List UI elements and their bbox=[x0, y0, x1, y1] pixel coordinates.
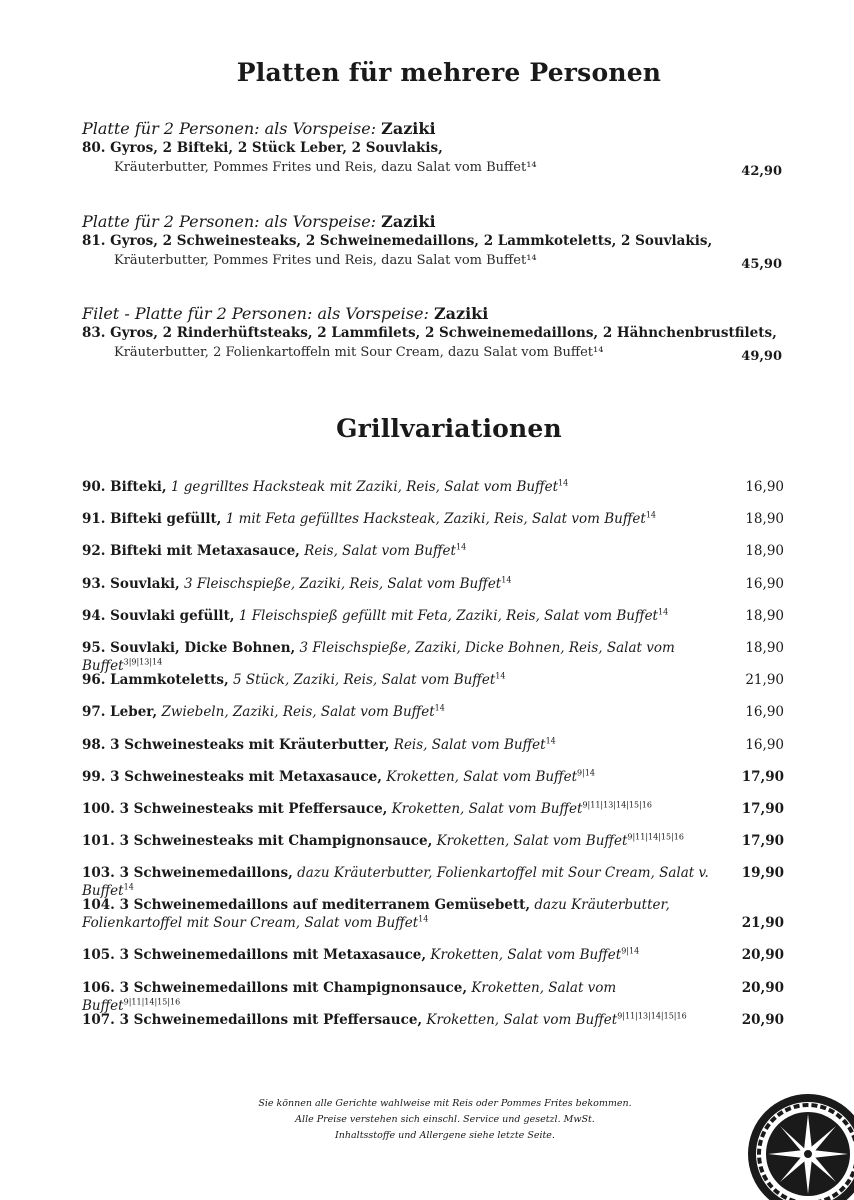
item-name: 90. Bifteki, bbox=[82, 479, 167, 495]
platter-contents: 81. Gyros, 2 Schweinesteaks, 2 Schweinemedaillons, 2 Lammkoteletts, 2 Souvlakis, bbox=[82, 233, 713, 249]
item-name: 103. 3 Schweinemedaillons, bbox=[82, 865, 293, 882]
allergen-codes: 14 bbox=[545, 736, 556, 745]
greek-key-sun-emblem-icon bbox=[734, 1092, 854, 1200]
item-name: 104. 3 Schweinemedaillons auf mediterranem Gemüsebett, bbox=[82, 897, 531, 914]
item-name: 92. Bifteki mit Metaxasauce, bbox=[82, 543, 300, 560]
platter-item bbox=[82, 303, 782, 362]
footer-line: Inhaltsstoffe und Allergene siehe letzte Seite. bbox=[335, 1130, 555, 1141]
item-description: Reis, Salat vom Buffet bbox=[304, 543, 456, 560]
allergen-codes: 9|11|13|14|15|16 bbox=[617, 1011, 687, 1021]
item-description: Kroketten, Salat vom Buffet bbox=[426, 1011, 618, 1028]
item-name: 96. Lammkoteletts, bbox=[82, 672, 229, 689]
grill-item bbox=[82, 639, 784, 674]
item-description: Reis, Salat vom Buffet bbox=[393, 736, 546, 753]
allergen-codes: 3|9|13|14 bbox=[123, 657, 163, 667]
item-price: 16,90 bbox=[745, 479, 784, 495]
item-price: 18,90 bbox=[745, 511, 784, 528]
grill-item bbox=[82, 896, 784, 946]
grill-item bbox=[82, 768, 784, 800]
item-description: 1 gegrilltes Hacksteak mit Zaziki, Reis, Salat vom Buffet bbox=[170, 479, 559, 495]
item-description: 5 Stück, Zaziki, Reis, Salat vom Buffet bbox=[232, 672, 496, 689]
allergen-codes: 9|14 bbox=[577, 768, 596, 778]
grill-item bbox=[82, 800, 784, 832]
item-name: 97. Leber, bbox=[82, 704, 158, 721]
item-price: 18,90 bbox=[745, 639, 784, 656]
grill-item bbox=[82, 832, 784, 864]
platter-intro: Platte für 2 Personen: als Vorspeise: bbox=[82, 119, 377, 138]
allergen-codes: 14 bbox=[418, 914, 429, 924]
grill-list bbox=[82, 478, 784, 1043]
footer-notes bbox=[225, 1096, 665, 1144]
allergen-codes: 9|11|13|14|15|16 bbox=[582, 800, 652, 810]
footer-line: Sie können alle Gerichte wahlweise mit Reis oder Pommes Frites bekommen. bbox=[258, 1098, 632, 1109]
item-description: 1 Fleischspieß gefüllt mit Feta, Zaziki, Reis, Salat vom Buffet bbox=[238, 607, 658, 624]
platter-sides: Kräuterbutter, Pommes Frites und Reis, dazu Salat vom Buffet¹⁴ bbox=[114, 253, 537, 268]
platter-starter: Zaziki bbox=[433, 304, 489, 323]
item-name: 91. Bifteki gefüllt, bbox=[82, 511, 222, 528]
item-price: 20,90 bbox=[741, 947, 784, 964]
item-price: 17,90 bbox=[741, 833, 784, 850]
allergen-codes: 14 bbox=[123, 882, 134, 892]
grill-item bbox=[82, 864, 784, 900]
grill-item bbox=[82, 575, 784, 607]
item-price: 19,90 bbox=[741, 865, 784, 882]
platter-item bbox=[82, 118, 782, 177]
item-name: 106. 3 Schweinemedaillons mit Champignonsauce, bbox=[82, 979, 468, 996]
item-name: 94. Souvlaki gefüllt, bbox=[82, 607, 235, 624]
platter-sides: Kräuterbutter, Pommes Frites und Reis, dazu Salat vom Buffet¹⁴ bbox=[114, 160, 537, 175]
item-description: Kroketten, Salat vom Buffet bbox=[386, 768, 578, 785]
platter-price: 45,90 bbox=[741, 257, 782, 272]
item-price: 16,90 bbox=[745, 704, 784, 721]
item-description: 1 mit Feta gefülltes Hacksteak, Zaziki, Reis, Salat vom Buffet bbox=[225, 511, 646, 528]
allergen-codes: 14 bbox=[645, 510, 657, 520]
allergen-codes: 9|11|14|15|16 bbox=[627, 832, 684, 842]
grill-item bbox=[82, 736, 784, 768]
grill-item bbox=[82, 510, 784, 542]
platter-intro: Filet - Platte für 2 Personen: als Vorspeise: bbox=[82, 304, 429, 323]
allergen-codes: 9|11|14|15|16 bbox=[123, 997, 181, 1007]
grill-item bbox=[82, 946, 784, 978]
item-description: Kroketten, Salat vom Buffet bbox=[430, 947, 622, 964]
item-description: Kroketten, Salat vom Buffet bbox=[391, 800, 583, 817]
allergen-codes: 14 bbox=[657, 607, 669, 617]
platter-price: 49,90 bbox=[741, 349, 782, 364]
allergen-codes: 14 bbox=[434, 703, 445, 713]
grill-item bbox=[82, 671, 784, 703]
item-name: 107. 3 Schweinemedaillons mit Pfeffersauce, bbox=[82, 1011, 423, 1028]
platter-item bbox=[82, 211, 782, 270]
allergen-codes: 9|14 bbox=[621, 946, 640, 956]
grill-item bbox=[82, 703, 784, 735]
item-name: 105. 3 Schweinemedaillons mit Metaxasauce, bbox=[82, 947, 427, 964]
item-price: 20,90 bbox=[741, 1011, 784, 1028]
grill-item bbox=[82, 979, 784, 1014]
item-description: Kroketten, Salat vom Buffet bbox=[436, 833, 628, 850]
item-price: 17,90 bbox=[741, 800, 784, 817]
platter-price: 42,90 bbox=[741, 164, 782, 179]
item-price: 21,90 bbox=[745, 672, 784, 689]
item-name: 99. 3 Schweinesteaks mit Metaxasauce, bbox=[82, 768, 382, 785]
item-name: 101. 3 Schweinesteaks mit Champignonsauce, bbox=[82, 833, 433, 850]
grill-item bbox=[82, 478, 784, 510]
item-price: 21,90 bbox=[741, 915, 784, 932]
item-description: dazu Kräuterbutter, Folienkartoffel mit Sour Cream, Salat vom Buffet bbox=[82, 897, 670, 932]
grill-item bbox=[82, 542, 784, 574]
item-name: 100. 3 Schweinesteaks mit Pfeffersauce, bbox=[82, 800, 388, 817]
section-title-platters: Platten für mehrere Personen bbox=[236, 58, 662, 87]
item-description: 3 Fleischspieße, Zaziki, Reis, Salat vom Buffet bbox=[183, 575, 502, 592]
item-description: Kroketten, Salat vom Buffet bbox=[82, 979, 617, 1014]
platter-starter: Zaziki bbox=[381, 212, 436, 231]
platter-intro: Platte für 2 Personen: als Vorspeise: bbox=[82, 212, 377, 231]
item-price: 20,90 bbox=[741, 979, 784, 996]
item-description: 3 Fleischspieße, Zaziki, Dicke Bohnen, Reis, Salat vom Buffet bbox=[82, 639, 675, 674]
item-name: 98. 3 Schweinesteaks mit Kräuterbutter, bbox=[82, 736, 390, 753]
allergen-codes: 14 bbox=[558, 478, 569, 488]
item-description: dazu Kräuterbutter, Folienkartoffel mit Sour Cream, Salat v. Buffet bbox=[82, 865, 709, 900]
section-title-grill: Grillvariationen bbox=[336, 414, 562, 443]
item-price: 17,90 bbox=[741, 768, 784, 785]
grill-item bbox=[82, 1011, 784, 1043]
item-price: 18,90 bbox=[745, 543, 784, 560]
platter-contents: 83. Gyros, 2 Rinderhüftsteaks, 2 Lammfilets, 2 Schweinemedaillons, 2 Hähnchenbrustfilets, bbox=[82, 325, 777, 341]
allergen-codes: 14 bbox=[501, 575, 512, 585]
platter-sides: Kräuterbutter, 2 Folienkartoffeln mit Sour Cream, dazu Salat vom Buffet¹⁴ bbox=[114, 345, 604, 360]
grill-item bbox=[82, 607, 784, 639]
item-price: 16,90 bbox=[745, 736, 784, 753]
platter-contents: 80. Gyros, 2 Bifteki, 2 Stück Leber, 2 Souvlakis, bbox=[82, 140, 443, 156]
footer-line: Alle Preise verstehen sich einschl. Service und gesetzl. MwSt. bbox=[295, 1114, 595, 1125]
item-name: 95. Souvlaki, Dicke Bohnen, bbox=[82, 639, 296, 656]
allergen-codes: 14 bbox=[455, 542, 467, 552]
item-description: Zwiebeln, Zaziki, Reis, Salat vom Buffet bbox=[161, 704, 435, 721]
item-price: 18,90 bbox=[745, 607, 784, 624]
item-name: 93. Souvlaki, bbox=[82, 575, 180, 592]
allergen-codes: 14 bbox=[495, 671, 506, 681]
item-price: 16,90 bbox=[745, 575, 784, 592]
platter-starter: Zaziki bbox=[381, 119, 436, 138]
